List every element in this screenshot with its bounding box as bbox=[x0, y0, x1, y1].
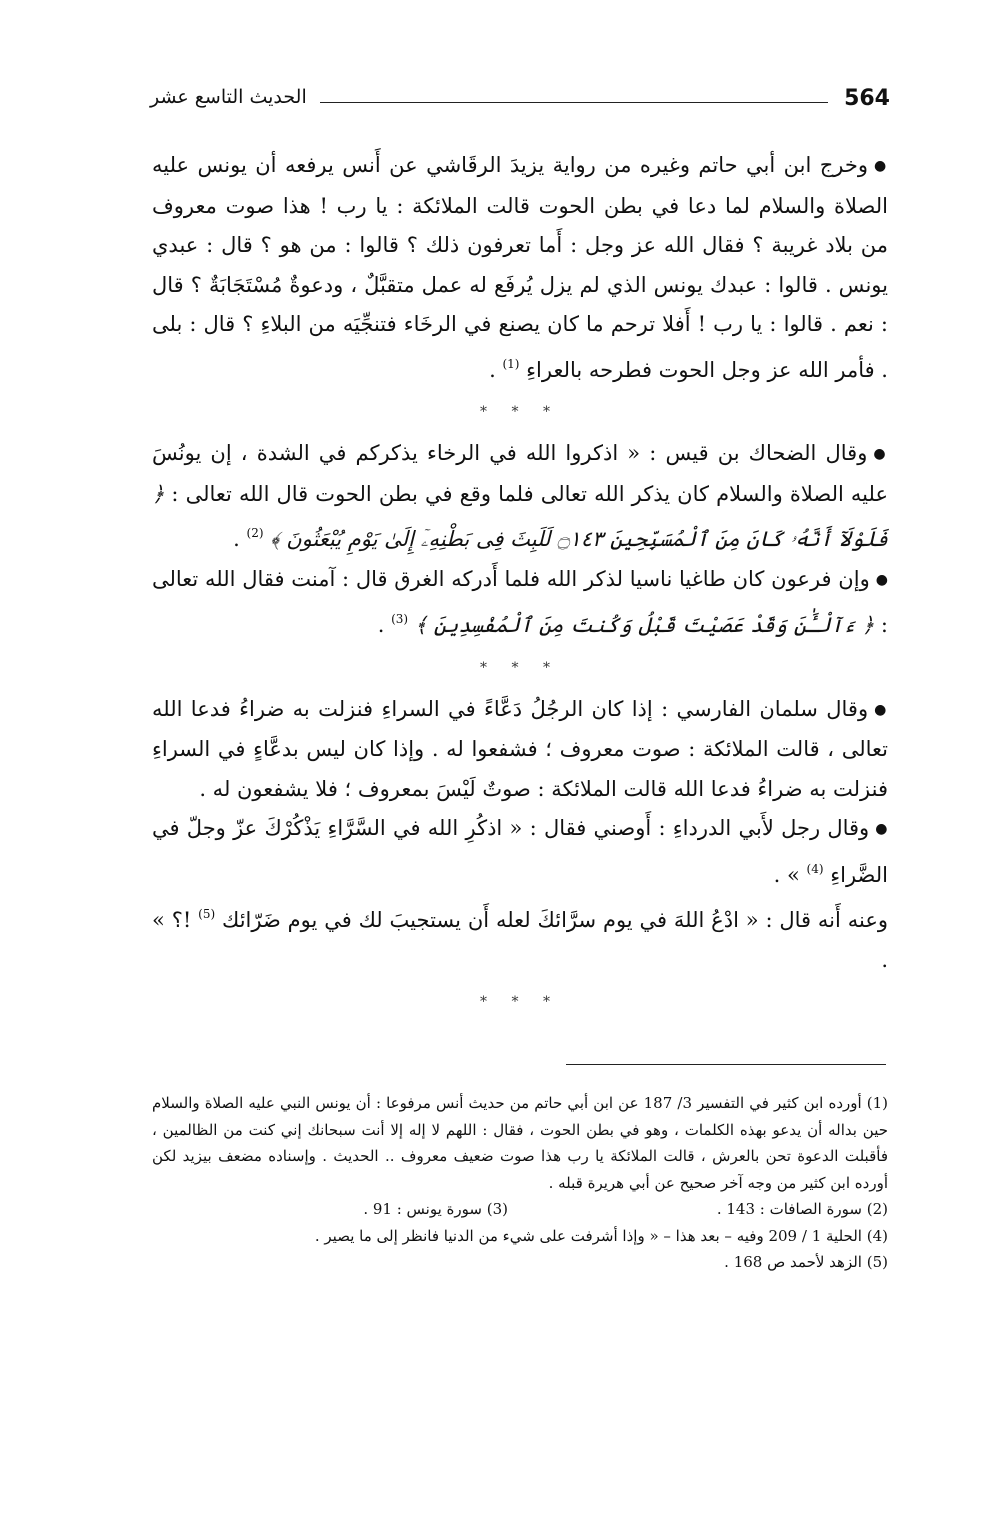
paragraph-5-text: وقال رجل لأَبي الدرداءِ : أَوصني فقال : « اذكُرِ الله في السَّرَّاءِ يَذْكُرْكَ عزّ وجلّ في الضَّراءِ bbox=[152, 816, 888, 887]
page-header bbox=[150, 86, 890, 120]
footnote-ref-4: (4) bbox=[806, 861, 824, 876]
paragraph-6-text: وعنه أَنه قال : « ادْعُ اللهَ في يوم سرَّائكَ لعله أَن يستجيبَ لك في يوم ضَرّائك bbox=[222, 908, 888, 932]
paragraph-3-text: وإن فرعون كان طاغيا ناسيا لذكر الله فلما أَدركه الغرق قال : آمنت فقال الله تعالى : bbox=[152, 566, 888, 637]
paragraph-3 bbox=[152, 560, 888, 646]
footnote-1: (1) أورده ابن كثير في التفسير 3/ 187 عن ابن أبي حاتم من حديث أنس مرفوعا : أن يونس النبي عليه الصلاة والسلام حين بداله أن يدعو بهذه الكلمات ، وهو في بطن الحوت ، فقال : اللهم لا إله إلا أنت سبحانك إني كنت من الظالمين ، فأقبلت الدعوة تحن بالعرش ، قالت الملائكة يا رب هذا صوت ضعيف معروف .. الحديث . وإسناده مضعف بيزيد لكن أورده ابن كثير من وجه آخر صحيح عن أبي هريرة قبله . bbox=[152, 1094, 889, 1192]
footnote-ref-3: (3) bbox=[391, 612, 409, 626]
paragraph-3-end: . bbox=[377, 613, 392, 637]
paragraph-1 bbox=[152, 146, 888, 390]
paragraph-6-end: !؟ » . bbox=[152, 908, 888, 972]
footnote-ref-1: (1) bbox=[502, 356, 520, 371]
footnote-ref-2: (2) bbox=[246, 526, 264, 540]
paragraph-4 bbox=[152, 690, 888, 810]
paragraph-4-text: وقال سلمان الفارسي : إذا كان الرجُلُ دَعَّاءً في السراءِ فنزلت به ضراءُ فدعا الله تعالى ، قالت الملائكة : صوت معروف ؛ فشفعوا له . وإذا كان ليس بدعَّاءٍ في السراءِ فنزلت به ضراءُ فدعا الله قالت الملائكة : صوتٌ لَيْسَ بمعروف ؛ فلا يشفعون له . bbox=[152, 696, 888, 801]
paragraph-2 bbox=[152, 434, 888, 560]
paragraph-6 bbox=[152, 895, 888, 980]
paragraph-2-text: وقال الضحاك بن قيس : « اذكروا الله في الرخاء يذكركم في الشدة ، إن يونُسَ عليه الصلاة والسلام كان يذكر الله تعالى فلما وقع في بطن الحوت قال الله تعالى : bbox=[152, 441, 888, 506]
paragraph-5-end: » . bbox=[773, 862, 807, 887]
bullet-marker: ● bbox=[875, 821, 888, 837]
bullet-marker: ● bbox=[874, 701, 888, 718]
quran-verse-1: ﴿ فَلَوْلَآ أَنَّهُۥ كَانَ مِنَ ٱلْمُسَبِّحِينَ ۝١٤٣ لَلَبِثَ فِى بَطْنِهِۦٓ إِلَىٰ يَوْمِ يُبْعَثُونَ ﴾ bbox=[152, 481, 888, 551]
bullet-marker: ● bbox=[875, 571, 888, 588]
paragraph-5 bbox=[152, 809, 888, 895]
footnote-4: (4) الحلية 1 / 209 وفيه – بعد هذا – « وإذا أشرفت على شيء من الدنيا فانظر إلى ما يصير . bbox=[314, 1226, 888, 1245]
footnote-5: (5) الزهد لأحمد ص 168 . bbox=[724, 1253, 888, 1271]
section-separator-3: * * * bbox=[480, 994, 560, 1010]
footnote-divider bbox=[566, 1064, 886, 1065]
main-text bbox=[152, 146, 888, 1024]
paragraph-1-text: وخرج ابن أبي حاتم وغيره من رواية يزيدَ الرقَاشي عن أَنس يرفعه أن يونس عليه الصلاة والسلام لما دعا في بطن الحوت قالت الملائكة : يا رب ! هذا صوت معروف من بلاد غريبة ؟ فقال الله عز وجل : أَما تعرفون ذلك ؟ قالوا : من هو ؟ قال : عبدي يونس . قالوا : عبدك يونس الذي لم يزل يُرفَع له عمل متقبَّلٌ ، ودعوةٌ مُسْتَجَابَةٌ ؟ قال : نعم . قالوا : يا رب ! أَفلا ترحم ما كان يصنع في الرخَاء فتنجِّيَه من البلاءِ ؟ قال : بلى . فأمر الله عز وجل الحوت فطرحه بالعراءِ bbox=[152, 153, 888, 382]
section-separator-2: * * * bbox=[480, 659, 560, 676]
footnote-row-2-3 bbox=[152, 1196, 888, 1223]
paragraph-2-end: . bbox=[233, 527, 247, 551]
bullet-marker: ● bbox=[873, 446, 889, 462]
footnote-ref-5: (5) bbox=[198, 907, 216, 921]
section-separator-1: * * * bbox=[480, 404, 560, 420]
footnote-2: (2) سورة الصافات : 143 . bbox=[716, 1200, 888, 1218]
footnote-3: (3) سورة يونس : 91 . bbox=[363, 1200, 508, 1218]
running-title: الحديث التاسع عشر bbox=[150, 86, 307, 108]
page-number: 564 bbox=[844, 86, 890, 111]
paragraph-1-end: . bbox=[489, 357, 503, 382]
quran-verse-2: ﴿ ءَآلْـَٰٔنَ وَقَدْ عَصَيْتَ قَبْلُ وَكُنتَ مِنَ ٱلْمُفْسِدِينَ ﴾ bbox=[414, 613, 875, 637]
bullet-marker: ● bbox=[874, 158, 889, 174]
footnotes bbox=[152, 1090, 888, 1276]
header-rule bbox=[320, 102, 828, 103]
